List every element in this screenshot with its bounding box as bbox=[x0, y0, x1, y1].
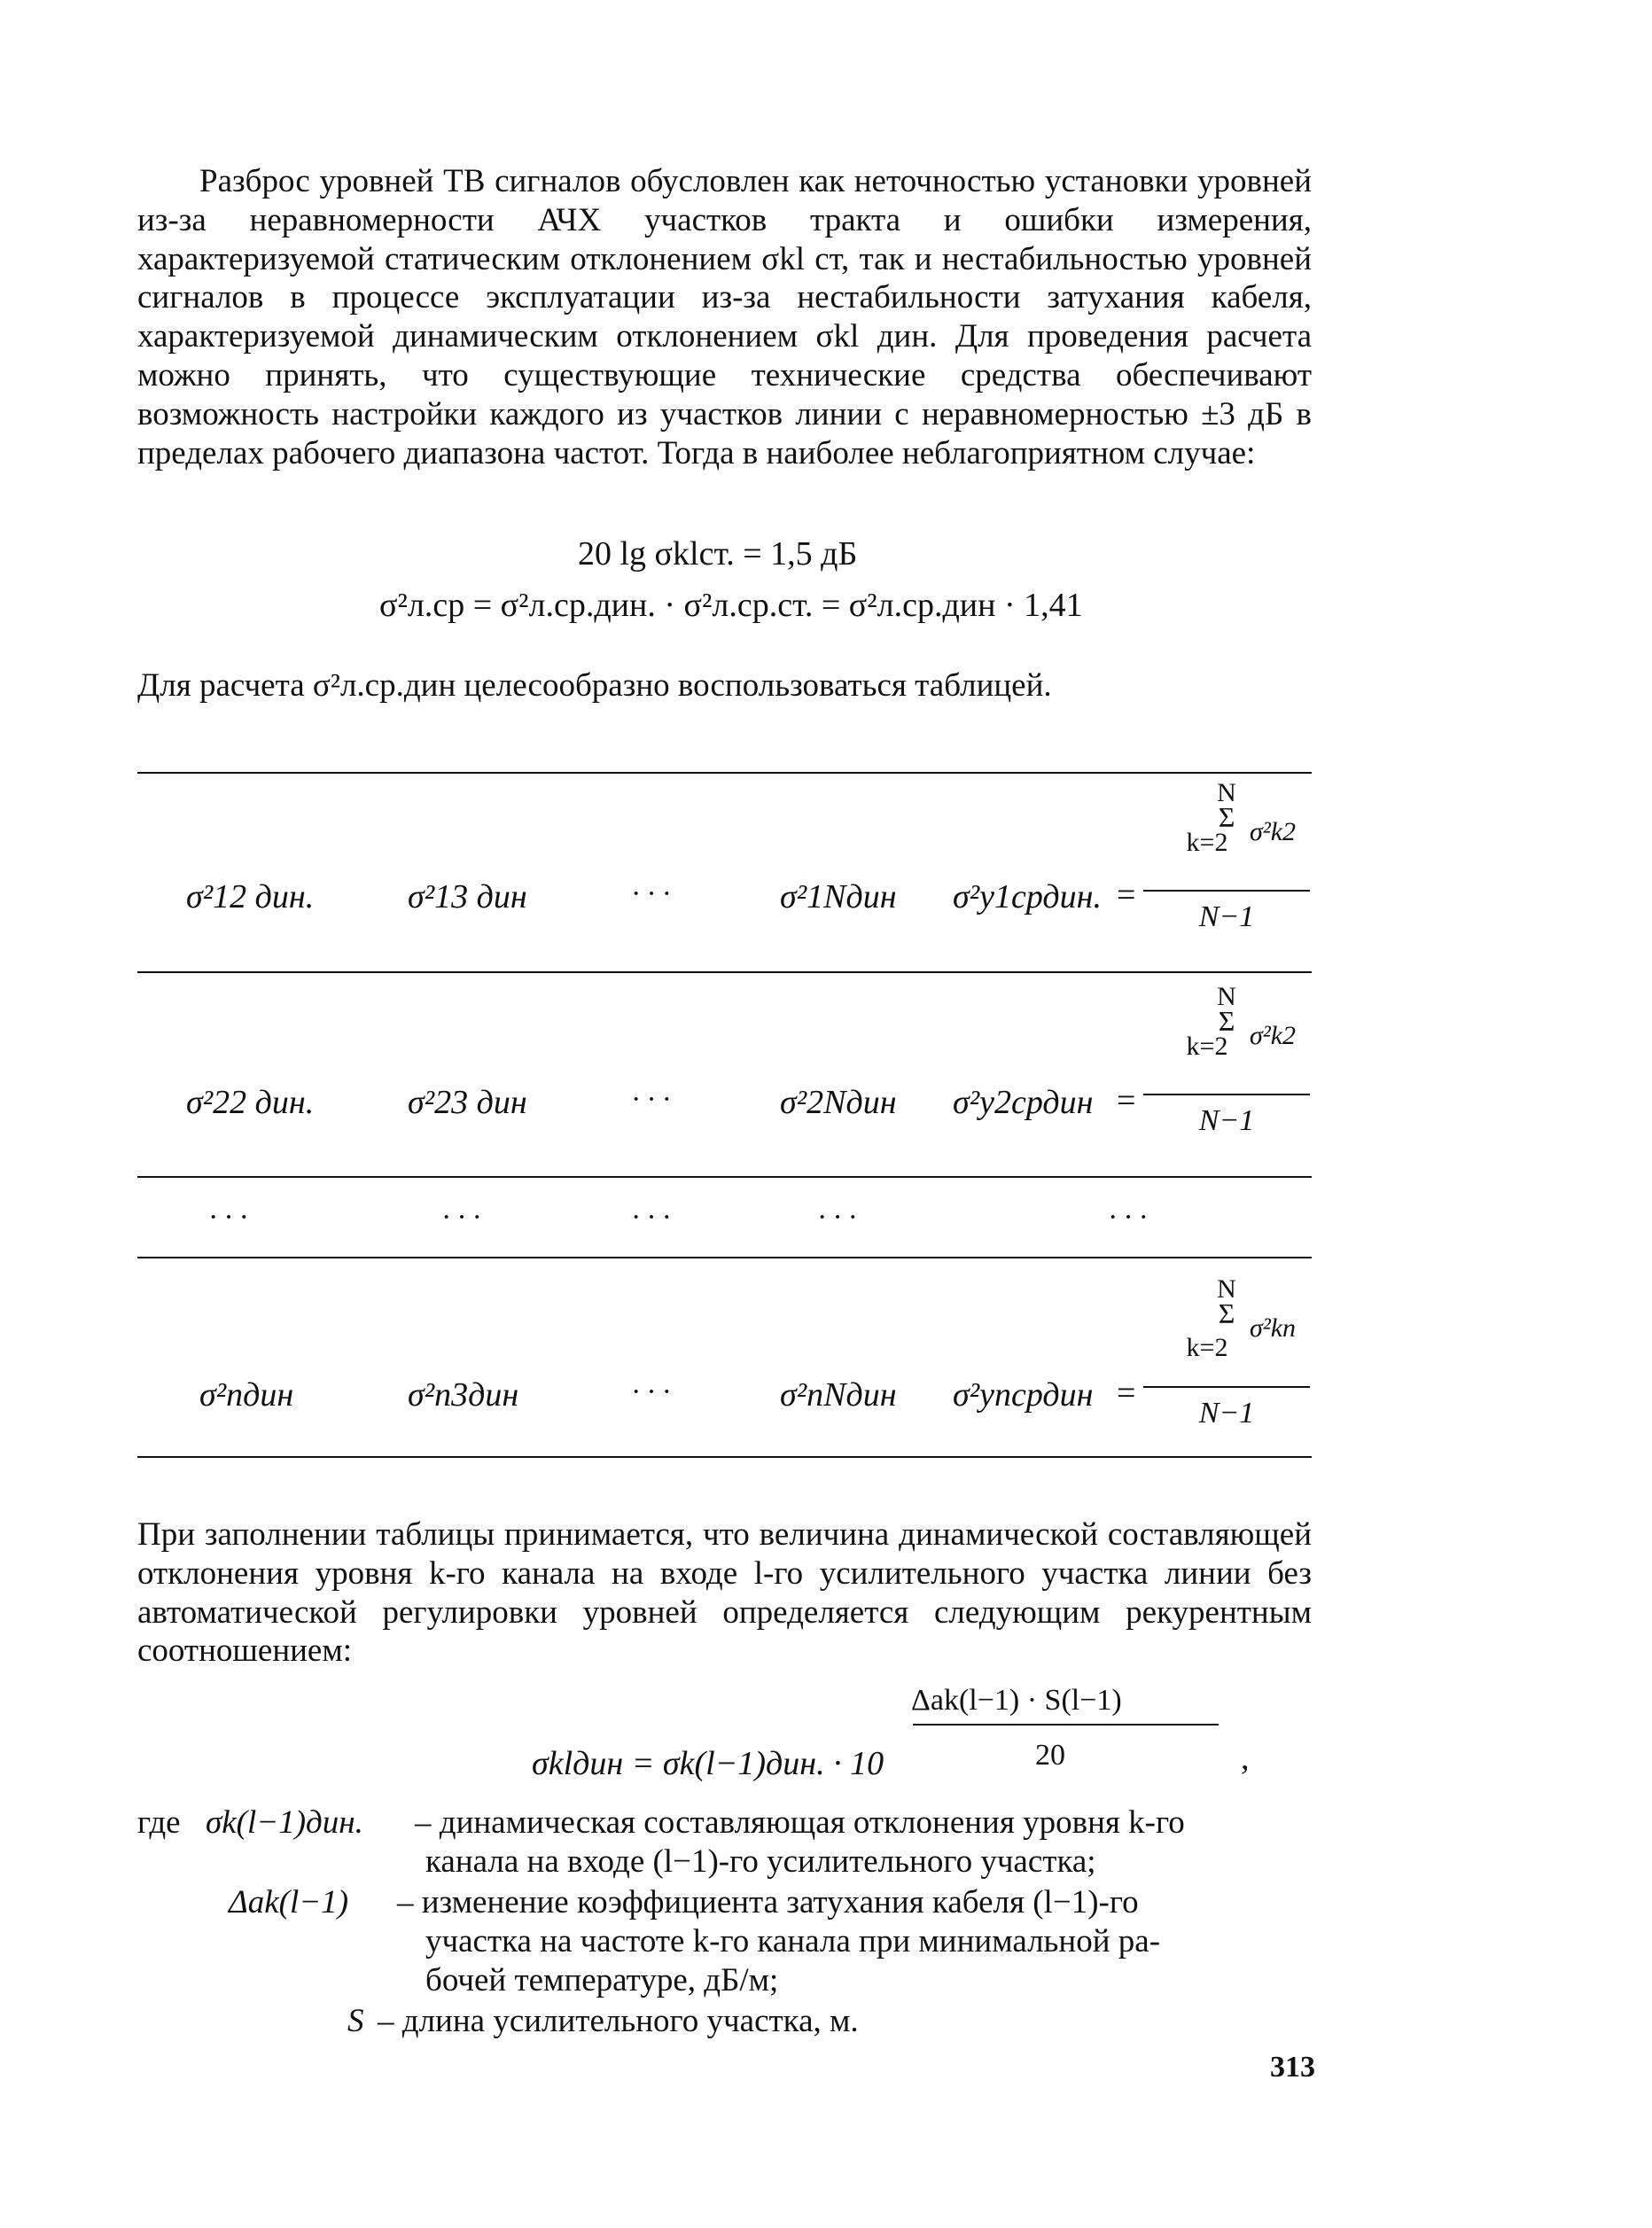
legend-term-1: σk(l−1)дин. bbox=[206, 1804, 363, 1841]
legend-desc-1b: канала на входе (l−1)-го усилительного участка; bbox=[425, 1843, 1096, 1880]
legend-desc-2b: участка на частоте k-го канала при минимальной ра- bbox=[425, 1923, 1161, 1959]
sum-sign: Σ bbox=[1218, 1005, 1235, 1037]
table-row2-equals: = bbox=[1117, 1082, 1136, 1119]
fraction-denominator: N−1 bbox=[1198, 1104, 1255, 1137]
table-row1-col4: σ²1Nдин bbox=[780, 878, 897, 915]
table-row4-col1: σ²nдин bbox=[199, 1376, 294, 1414]
table-row1-col5: σ²y1срдин. bbox=[953, 878, 1102, 915]
table-row2-col5: σ²y2срдин bbox=[953, 1084, 1094, 1121]
table-row2-ellipsis: ··· bbox=[631, 1083, 677, 1116]
legend-desc-2c: бочей температуре, дБ/м; bbox=[425, 1962, 779, 1998]
table-rule-bottom bbox=[137, 1456, 1312, 1458]
table-rule-row3 bbox=[137, 1257, 1312, 1258]
sum-sign: Σ bbox=[1218, 1297, 1235, 1329]
table-row1-ellipsis: ··· bbox=[631, 877, 677, 910]
table-row4-ellipsis: ··· bbox=[631, 1375, 677, 1408]
table-row3-ellipsis-2: ··· bbox=[441, 1201, 487, 1234]
paragraph-table-intro-text: Для расчета σ²л.ср.дин целесообразно воспользоваться таблицей. bbox=[137, 667, 1052, 704]
sum-term: σ²k2 bbox=[1249, 1021, 1297, 1050]
paragraph-intro-text: Разброс уровней ТВ сигналов обусловлен как неточностью установки уровней из-за неравномерности АЧХ участков тракта и ошибки измерения, характеризуемой статическим отклонением σkl ст, так и нестабильностью уровней сигналов в процессе эксплуатации из-за нестабильности затухания кабеля, характеризуемой динамическим отклонением σkl дин. Для проведения расчета можно принять, что существующие технические средства обеспечивают возможность настройки каждого из участков линии с неравномерностью ±3 дБ в пределах рабочего диапазона частот. Тогда в наиболее неблагоприятном случае: bbox=[137, 163, 1312, 471]
formula-recurrence-bar bbox=[913, 1724, 1219, 1726]
legend-desc-2a: – изменение коэффициента затухания кабеля (l−1)-го bbox=[397, 1884, 1139, 1920]
table-row1-col1: σ²12 дин. bbox=[186, 878, 315, 915]
legend-term-3: S bbox=[347, 2003, 364, 2039]
sum-lower-limit: k=2 bbox=[1186, 828, 1228, 857]
formula-recurrence-numerator bbox=[911, 1684, 1122, 1718]
sum-term: σ²k2 bbox=[1249, 817, 1297, 846]
legend-desc-3: – длина усилительного участка, м. bbox=[378, 2003, 859, 2039]
fraction-denominator: N−1 bbox=[1198, 900, 1255, 933]
table-rule-row1 bbox=[137, 971, 1312, 973]
fraction-bar bbox=[1143, 1094, 1310, 1095]
formula-static-deviation-text: 20 lg σklст. = 1,5 дБ bbox=[578, 535, 858, 573]
table-row3-ellipsis-4: ··· bbox=[817, 1201, 863, 1234]
sum-upper-limit: N bbox=[1217, 1274, 1236, 1304]
formula-recurrence-lhs-text: σklдин = σk(l−1)дин. · 10 bbox=[532, 1745, 884, 1782]
sum-upper-limit: N bbox=[1217, 778, 1236, 807]
table-row3-ellipsis-1: ··· bbox=[208, 1201, 254, 1234]
table-row2-col4: σ²2Nдин bbox=[780, 1084, 897, 1121]
formula-recurrence-denominator bbox=[1035, 1739, 1065, 1772]
formula-static-deviation bbox=[578, 534, 857, 573]
formula-line-variance-text: σ²л.ср = σ²л.ср.дин. · σ²л.ср.ст. = σ²л.ср.дин · 1,41 bbox=[379, 587, 1083, 624]
table-row2-col2: σ²23 дин bbox=[408, 1084, 527, 1121]
table-row4-col2: σ²n3дин bbox=[408, 1376, 519, 1414]
table-row2-col1: σ²22 дин. bbox=[186, 1084, 315, 1121]
fraction-bar bbox=[1143, 1386, 1310, 1388]
legend-term-2: Δak(l−1) bbox=[229, 1884, 349, 1920]
table-rule-row2 bbox=[137, 1176, 1312, 1178]
formula-recurrence-comma-text: , bbox=[1241, 1740, 1250, 1777]
sum-sign: Σ bbox=[1218, 801, 1235, 833]
table-row1-col2: σ²13 дин bbox=[408, 878, 527, 915]
paragraph-recurrence-text: При заполнении таблицы принимается, что величина динамической составляющей отклонения уровня k-го канала на входе l-го усилительного участка линии без автоматической регулировки уровней определяется следующим рекурентным соотношением: bbox=[137, 1516, 1312, 1670]
table-row4-equals: = bbox=[1117, 1375, 1136, 1412]
formula-recurrence-numerator-text: Δak(l−1) · S(l−1) bbox=[911, 1684, 1122, 1717]
paragraph-recurrence bbox=[137, 1515, 1312, 1671]
fraction-bar bbox=[1143, 890, 1310, 892]
table-row4-col5: σ²ynсрдин bbox=[953, 1376, 1094, 1414]
table-row3-ellipsis-5: ··· bbox=[1108, 1201, 1154, 1234]
formula-line-variance bbox=[379, 586, 1083, 625]
table-row3-ellipsis-3: ··· bbox=[631, 1201, 677, 1234]
table-row1-equals: = bbox=[1117, 876, 1136, 914]
legend-desc-1a: – динамическая составляющая отклонения уровня k-го bbox=[415, 1804, 1185, 1841]
formula-recurrence-lhs bbox=[532, 1744, 884, 1783]
page-number: 313 bbox=[1270, 2051, 1315, 2084]
fraction-denominator: N−1 bbox=[1198, 1397, 1255, 1430]
paragraph-intro bbox=[137, 162, 1312, 472]
sum-term: σ²kn bbox=[1249, 1313, 1297, 1343]
sum-lower-limit: k=2 bbox=[1186, 1032, 1228, 1061]
table-row4-col4: σ²nNдин bbox=[780, 1376, 897, 1414]
formula-recurrence-denominator-text: 20 bbox=[1035, 1739, 1065, 1772]
legend-where: где bbox=[137, 1804, 181, 1841]
paragraph-table-intro bbox=[137, 666, 1312, 705]
formula-recurrence-comma bbox=[1241, 1739, 1250, 1778]
table-rule-top bbox=[137, 772, 1312, 774]
sum-lower-limit: k=2 bbox=[1186, 1333, 1228, 1362]
sum-upper-limit: N bbox=[1217, 982, 1236, 1011]
